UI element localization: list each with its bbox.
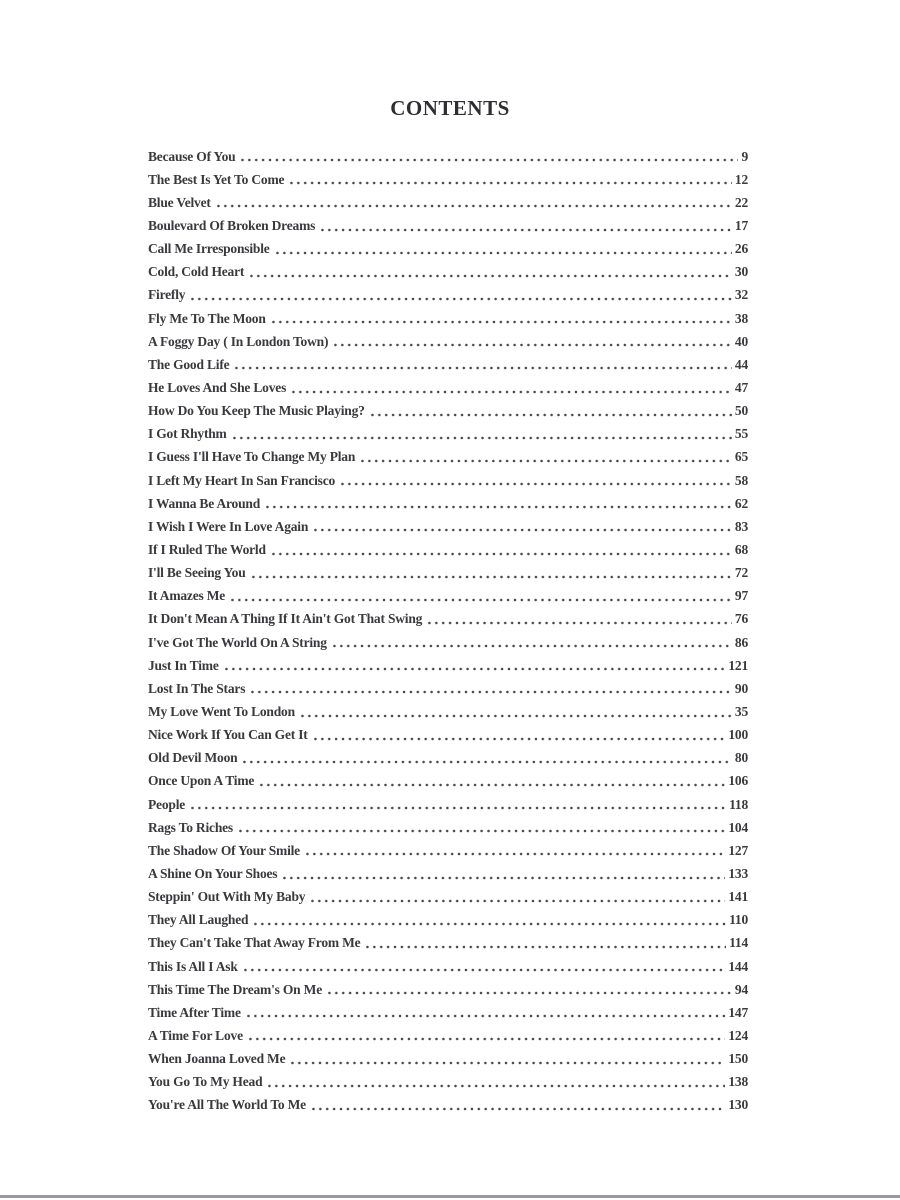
song-title: They All Laughed (148, 912, 249, 928)
page-number: 9 (741, 148, 748, 164)
dot-leader (288, 181, 732, 185)
toc-entry (148, 930, 748, 953)
dot-leader (359, 459, 732, 463)
page-number: 118 (729, 796, 748, 812)
page-number: 138 (728, 1074, 748, 1090)
dot-leader (250, 575, 732, 579)
toc-entry (148, 652, 748, 675)
dot-leader (281, 876, 725, 880)
page-number: 130 (728, 1097, 748, 1113)
dot-leader (233, 366, 731, 370)
page-number: 106 (728, 773, 748, 789)
dot-leader (247, 1037, 725, 1041)
dot-leader (304, 852, 725, 856)
page-number: 12 (734, 171, 748, 187)
toc-entry (148, 444, 748, 467)
page-number: 147 (728, 1004, 748, 1020)
toc-entry (148, 606, 748, 629)
page-number: 121 (728, 657, 748, 673)
song-title: I'll Be Seeing You (148, 565, 246, 581)
toc-entry (148, 999, 748, 1022)
song-title: This Time The Dream's On Me (148, 981, 322, 997)
page-number: 76 (734, 611, 748, 627)
page-number: 65 (734, 449, 748, 465)
toc-entry (148, 212, 748, 235)
song-title: The Best Is Yet To Come (148, 171, 285, 187)
song-title: Cold, Cold Heart (148, 264, 245, 280)
page-number: 58 (734, 472, 748, 488)
toc-entry (148, 745, 748, 768)
toc-entry (148, 560, 748, 583)
page-number: 30 (734, 264, 748, 280)
dot-leader (264, 505, 732, 509)
dot-leader (249, 690, 732, 694)
page-number: 80 (734, 750, 748, 766)
song-title: How Do You Keep The Music Playing? (148, 403, 365, 419)
page-number: 141 (728, 889, 748, 905)
toc-entry (148, 166, 748, 189)
toc-entry (148, 768, 748, 791)
dot-leader (189, 297, 732, 301)
page-number: 150 (728, 1051, 748, 1067)
toc-entry (148, 305, 748, 328)
toc-entry (148, 1022, 748, 1045)
page-number: 94 (734, 981, 748, 997)
song-title: I Wanna Be Around (148, 495, 261, 511)
toc-entry (148, 814, 748, 837)
dot-leader (312, 528, 732, 532)
song-title: Because Of You (148, 148, 236, 164)
dot-leader (242, 968, 726, 972)
page-number: 100 (728, 727, 748, 743)
song-title: Steppin' Out With My Baby (148, 889, 306, 905)
toc-entry (148, 1092, 748, 1115)
dot-leader (426, 621, 732, 625)
toc-entry (148, 467, 748, 490)
song-title: It Amazes Me (148, 588, 226, 604)
song-title: If I Ruled The World (148, 542, 266, 558)
song-title: Old Devil Moon (148, 750, 238, 766)
page-number: 86 (734, 634, 748, 650)
page-number: 133 (728, 866, 748, 881)
dot-leader (299, 714, 732, 718)
page-number: 47 (734, 380, 748, 396)
dot-leader (223, 667, 726, 671)
song-title: A Shine On Your Shoes (148, 866, 278, 881)
song-title: They Can't Take That Away From Me (148, 935, 361, 951)
dot-leader (248, 274, 732, 278)
song-title: He Loves And She Loves (148, 380, 287, 396)
toc-entry (148, 629, 748, 652)
toc-entry (148, 1045, 748, 1068)
toc-entry (148, 698, 748, 721)
dot-leader (309, 899, 725, 903)
page-number: 72 (734, 565, 748, 581)
dot-leader (189, 806, 726, 810)
song-title: People (148, 796, 186, 812)
page-number: 32 (734, 287, 748, 303)
toc-entry (148, 583, 748, 606)
page-number: 110 (729, 912, 748, 928)
song-title: My Love Went To London (148, 704, 295, 720)
dot-leader (237, 829, 725, 833)
song-title: Call Me Irresponsible (148, 241, 270, 257)
page-number: 35 (734, 704, 748, 720)
toc-entry (148, 421, 748, 444)
toc-entry (148, 374, 748, 397)
page-title: CONTENTS (390, 96, 510, 120)
song-title: Blue Velvet (148, 194, 211, 210)
page-number: 114 (729, 935, 748, 951)
toc-entry (148, 143, 748, 166)
page-number: 22 (734, 194, 748, 210)
dot-leader (252, 922, 726, 926)
page-number: 83 (734, 518, 748, 534)
song-title: Once Upon A Time (148, 773, 255, 789)
song-title: Fly Me To The Moon (148, 310, 266, 326)
dot-leader (364, 945, 726, 949)
dot-leader (326, 991, 732, 995)
page-number: 144 (728, 958, 748, 974)
toc-entry (148, 189, 748, 212)
song-title: The Shadow Of Your Smile (148, 842, 300, 858)
dot-leader (339, 482, 732, 486)
song-title: I've Got The World On A String (148, 634, 327, 650)
page-number: 26 (734, 241, 748, 257)
toc-entry (148, 722, 748, 745)
page-number: 97 (734, 588, 748, 604)
page-number: 124 (728, 1027, 748, 1043)
song-title: Rags To Riches (148, 819, 233, 835)
dot-leader (258, 783, 725, 787)
song-title: A Foggy Day ( In London Town) (148, 333, 329, 349)
dot-leader (331, 644, 732, 648)
dot-leader (274, 251, 732, 255)
toc-entry (148, 837, 748, 860)
song-title: It Don't Mean A Thing If It Ain't Got That Swing (148, 611, 423, 627)
song-title: I Left My Heart In San Francisco (148, 472, 336, 488)
toc-entry (148, 490, 748, 513)
toc-entry (148, 953, 748, 976)
toc-entry (148, 398, 748, 421)
toc-entry (148, 675, 748, 698)
toc-entry (148, 236, 748, 259)
toc-entry (148, 791, 748, 814)
page-number: 40 (734, 333, 748, 349)
dot-leader (270, 320, 732, 324)
page-number: 104 (728, 819, 748, 835)
page-number: 44 (734, 356, 748, 372)
toc-entry (148, 907, 748, 930)
dot-leader (270, 552, 732, 556)
toc-entry (148, 351, 748, 374)
page-number: 38 (734, 310, 748, 326)
dot-leader (231, 436, 732, 440)
toc-entry (148, 513, 748, 536)
dot-leader (266, 1084, 725, 1088)
page-number: 55 (734, 426, 748, 442)
toc-entry (148, 884, 748, 907)
song-title: Nice Work If You Can Get It (148, 727, 308, 743)
page-number: 17 (734, 218, 748, 234)
song-title: You Go To My Head (148, 1074, 263, 1090)
dot-leader (229, 598, 732, 602)
dot-leader (312, 737, 726, 741)
page-number: 90 (734, 680, 748, 696)
song-title: Firefly (148, 287, 186, 303)
toc-entry (148, 328, 748, 351)
song-title: I Got Rhythm (148, 426, 227, 442)
dot-leader (310, 1107, 725, 1111)
dot-leader (239, 158, 738, 162)
page-number: 68 (734, 542, 748, 558)
song-title: When Joanna Loved Me (148, 1051, 286, 1067)
toc-entry (148, 976, 748, 999)
toc-entry (148, 259, 748, 282)
page-number: 50 (734, 403, 748, 419)
song-title: This Is All I Ask (148, 958, 238, 974)
toc-list (148, 143, 748, 1115)
toc-entry (148, 860, 748, 883)
song-title: A Time For Love (148, 1027, 243, 1043)
song-title: I Wish I Were In Love Again (148, 518, 309, 534)
song-title: Lost In The Stars (148, 680, 246, 696)
page-bottom-rule (0, 1195, 900, 1198)
song-title: Time After Time (148, 1004, 241, 1020)
dot-leader (241, 760, 731, 764)
song-title: Boulevard Of Broken Dreams (148, 218, 316, 234)
song-title: I Guess I'll Have To Change My Plan (148, 449, 356, 465)
toc-entry (148, 1069, 748, 1092)
toc-entry (148, 282, 748, 305)
song-title: Just In Time (148, 657, 219, 673)
page-number: 62 (734, 495, 748, 511)
dot-leader (369, 413, 732, 417)
dot-leader (215, 204, 732, 208)
dot-leader (332, 343, 732, 347)
dot-leader (290, 390, 732, 394)
page-number: 127 (728, 842, 748, 858)
dot-leader (289, 1061, 725, 1065)
song-title: You're All The World To Me (148, 1097, 306, 1113)
song-title: The Good Life (148, 356, 230, 372)
dot-leader (245, 1014, 726, 1018)
dot-leader (319, 228, 732, 232)
toc-entry (148, 536, 748, 559)
